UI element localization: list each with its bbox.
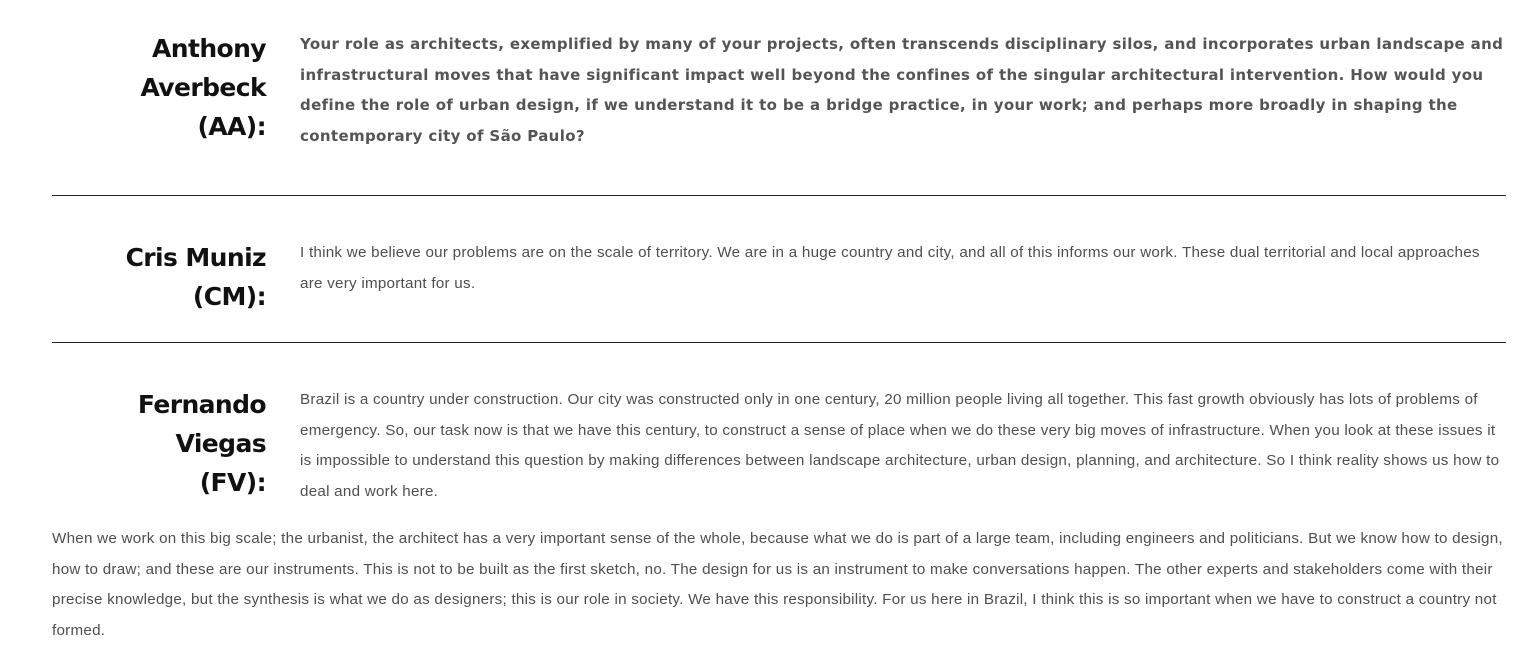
- answer-cm: [300, 238, 1506, 299]
- question-aa: [300, 29, 1506, 152]
- section-divider: [52, 195, 1506, 196]
- question-text-aa: Your role as architects, exemplified by many of your projects, often transcends disciplinary silos, and incorporates urban landscape and infrastructural moves that have significant impact well beyond the confines of the singular architectural intervention. How would you define the role of urban design, if we understand it to be a bridge practice, in your work; and perhaps more broadly in shaping the contemporary city of São Paulo?: [300, 35, 1504, 146]
- speaker-name-fv-line2: (FV):: [199, 468, 266, 497]
- speaker-name-aa-line2: (AA):: [197, 112, 266, 141]
- speaker-name-cm: Cris Muniz (CM):: [125, 243, 266, 311]
- speaker-name-fv-line1: Fernando Viegas: [137, 390, 266, 458]
- interview-entry-cm: [52, 238, 1506, 316]
- answer-text-cm: I think we believe our problems are on the scale of territory. We are in a huge country and city, and all of this informs our work. These dual territorial and local approaches are very important for us.: [300, 244, 1480, 292]
- interview-entry-aa: [52, 29, 1506, 152]
- speaker-name-fv: [52, 385, 266, 502]
- speaker-name-aa: [52, 29, 266, 146]
- speaker-name-aa-line1: Anthony Averbeck: [140, 34, 266, 102]
- answer-fv-continuation: When we work on this big scale; the urbanist, the architect has a very important sense of the whole, because what we do is part of a large team, including engineers and politicians. But we know how to design, how to draw; and these are our instruments. This is not to be built as the first sketch, no. The design for us is an instrument to make conversations happen. The other experts and stakeholders come with their precise knowledge, but the synthesis is what we do as designers; this is our role in society. We have this responsibility. For us here in Brazil, I think this is so important when we have to construct a country not formed.: [52, 530, 1503, 640]
- interview-entry-fv: [52, 385, 1506, 508]
- section-divider: [52, 342, 1506, 343]
- answer-text-fv: Brazil is a country under construction. Our city was constructed only in one century, 20 million people living all together. This fast growth obviously has lots of problems of emergency. So, our task now is that we have this century, to construct a sense of place when we do these very big moves of infrastructure. When you look at these issues it is impossible to understand this question by making differences between landscape architecture, urban design, planning, and architecture. So I think reality shows us how to deal and work here.: [300, 391, 1500, 501]
- answer-fv: [300, 385, 1506, 508]
